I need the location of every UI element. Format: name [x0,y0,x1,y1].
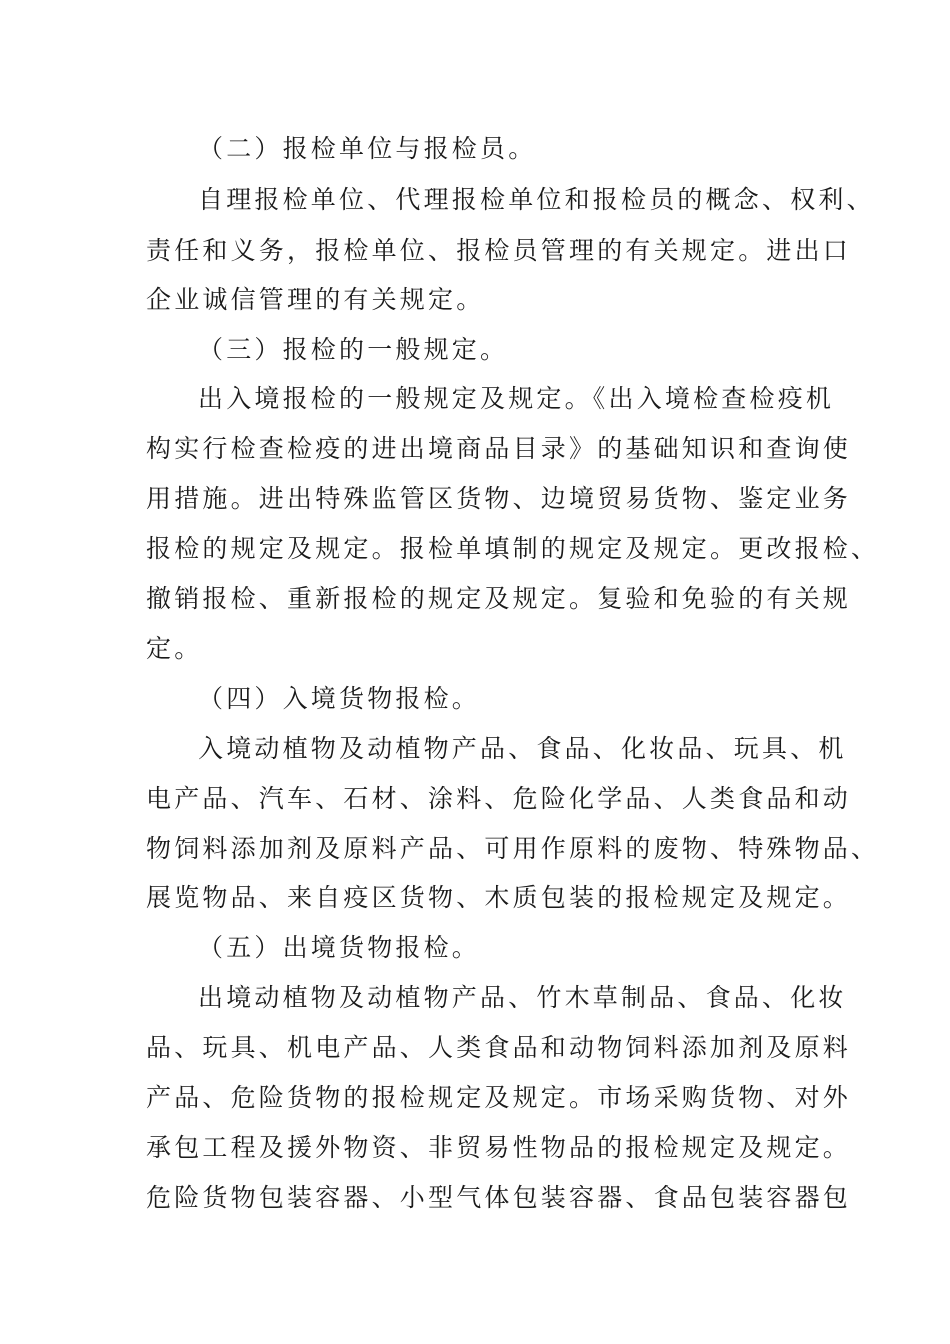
paragraph-line: 定。 [146,634,203,663]
paragraph-line: 责任和义务，报检单位、报检员管理的有关规定。进出口 [146,236,852,265]
section-heading-2: （二）报检单位与报检员。 [198,134,537,163]
section-heading-3: （三）报检的一般规定。 [198,335,509,364]
paragraph-line: 出境动植物及动植物产品、竹木草制品、食品、化妆 [198,983,847,1012]
paragraph-line: 构实行检查检疫的进出境商品目录》的基础知识和查询使 [146,434,852,463]
paragraph-line: 展览物品、来自疫区货物、木质包装的报检规定及规定。 [146,883,852,912]
paragraph-line: 危险货物包装容器、小型气体包装容器、食品包装容器包 [146,1183,852,1212]
paragraph-line: 电产品、汽车、石材、涂料、危险化学品、人类食品和动 [146,784,852,813]
paragraph-line: 自理报检单位、代理报检单位和报检员的概念、权利、 [198,185,875,214]
paragraph-line: 品、玩具、机电产品、人类食品和动物饲料添加剂及原料 [146,1033,852,1062]
paragraph-line: 用措施。进出特殊监管区货物、边境贸易货物、鉴定业务 [146,484,852,513]
paragraph-line: 入境动植物及动植物产品、食品、化妆品、玩具、机 [198,734,847,763]
paragraph-line: 承包工程及援外物资、非贸易性物品的报检规定及规定。 [146,1133,852,1162]
paragraph-line: 撤销报检、重新报检的规定及规定。复验和免验的有关规 [146,584,852,613]
section-heading-5: （五）出境货物报检。 [198,933,481,962]
section-heading-4: （四）入境货物报检。 [198,684,481,713]
paragraph-line: 物饲料添加剂及原料产品、可用作原料的废物、特殊物品、 [146,834,880,863]
paragraph-line: 产品、危险货物的报检规定及规定。市场采购货物、对外 [146,1083,852,1112]
paragraph-line: 企业诚信管理的有关规定。 [146,285,485,314]
paragraph-line: 报检的规定及规定。报检单填制的规定及规定。更改报检、 [146,534,880,563]
paragraph-line: 出入境报检的一般规定及规定。《出入境检查检疫机 [198,384,835,413]
